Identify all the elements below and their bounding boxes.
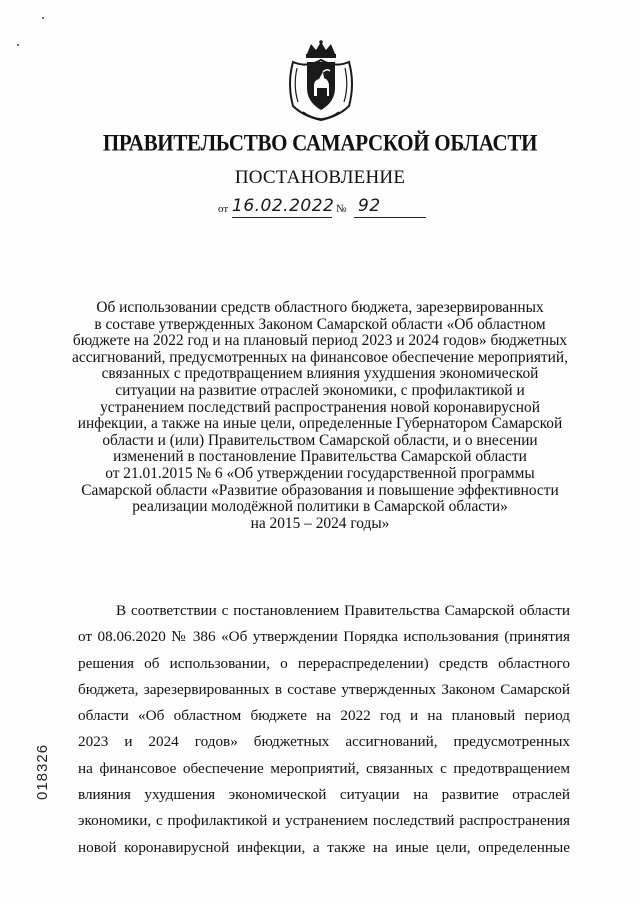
number-prefix: № (336, 203, 347, 215)
body-line: В соответствии с постановлением Правительства Самарской области (116, 602, 570, 619)
body-line: новой коронавирусной инфекции, а также на иные цели, определенные (78, 838, 570, 856)
subject-line: ассигнований, предусмотренных на финансовое обеспечение мероприятий, (72, 348, 568, 366)
subject-line: области и (или) Правительством Самарской области, и о внесении (102, 431, 538, 449)
document-date: 16.02.2022 (232, 196, 335, 216)
subject-line: инфекции, а также на иные цели, определенные Губернатором Самарской (77, 415, 563, 433)
subject-line: в составе утвержденных Законом Самарской области «Об областном (94, 315, 546, 333)
body-line: влияния ухудшения экономической ситуации на развитие отраслей (78, 786, 570, 804)
serial-number: 018326 (34, 743, 51, 800)
subject-line: на 2015 – 2024 годы» (250, 514, 390, 532)
coat-of-arms-icon (283, 40, 359, 122)
body-line: решения об использовании, о перераспределении) средств областного (78, 654, 570, 672)
date-prefix: от (218, 203, 229, 215)
body-line: экономики, с профилактикой и устранением последствий распространения (78, 812, 570, 830)
subject-line: от 21.01.2015 № 6 «Об утверждении государственной программы (105, 464, 535, 482)
document-body (78, 598, 570, 861)
subject-line: Самарской области «Развитие образования и повышение эффективности (81, 481, 559, 499)
body-line: 2023 и 2024 годов» бюджетных ассигнований, предусмотренных (78, 733, 570, 751)
date-number-line (218, 196, 438, 218)
document-subject (60, 300, 580, 532)
organization-title: ПРАВИТЕЛЬСТВО САМАРСКОЙ ОБЛАСТИ (102, 130, 538, 156)
number-underline (354, 217, 426, 218)
subject-line: Об использовании средств областного бюджета, зарезервированных (96, 299, 544, 316)
subject-line: связанных с предотвращением влияния ухудшения экономической (101, 365, 539, 383)
subject-line: ситуации на развитие отраслей экономики, с профилактикой и (115, 381, 525, 399)
document-type: ПОСТАНОВЛЕНИЕ (234, 167, 406, 188)
date-underline (232, 217, 332, 218)
subject-line: изменений в постановление Правительства Самарской области (113, 448, 527, 466)
subject-line: устранением последствий распространения новой коронавирусной (100, 398, 540, 416)
subject-line: бюджете на 2022 год и на плановый период 2023 и 2024 годов» бюджетных (72, 332, 568, 350)
body-line: бюджета, зарезервированных в составе утвержденных Законом Самарской (78, 680, 570, 698)
body-line: от 08.06.2020 № 386 «Об утверждении Порядка использования (принятия (78, 628, 570, 646)
body-line: на финансовое обеспечение мероприятий, связанных с предотвращением (78, 759, 570, 777)
scan-speck (17, 44, 19, 46)
subject-line: реализации молодёжной политики в Самарской области» (132, 498, 508, 516)
body-line: области «Об областном бюджете на 2022 год и на плановый период (78, 707, 570, 725)
document-number: 92 (358, 196, 381, 216)
scan-speck (42, 17, 44, 19)
